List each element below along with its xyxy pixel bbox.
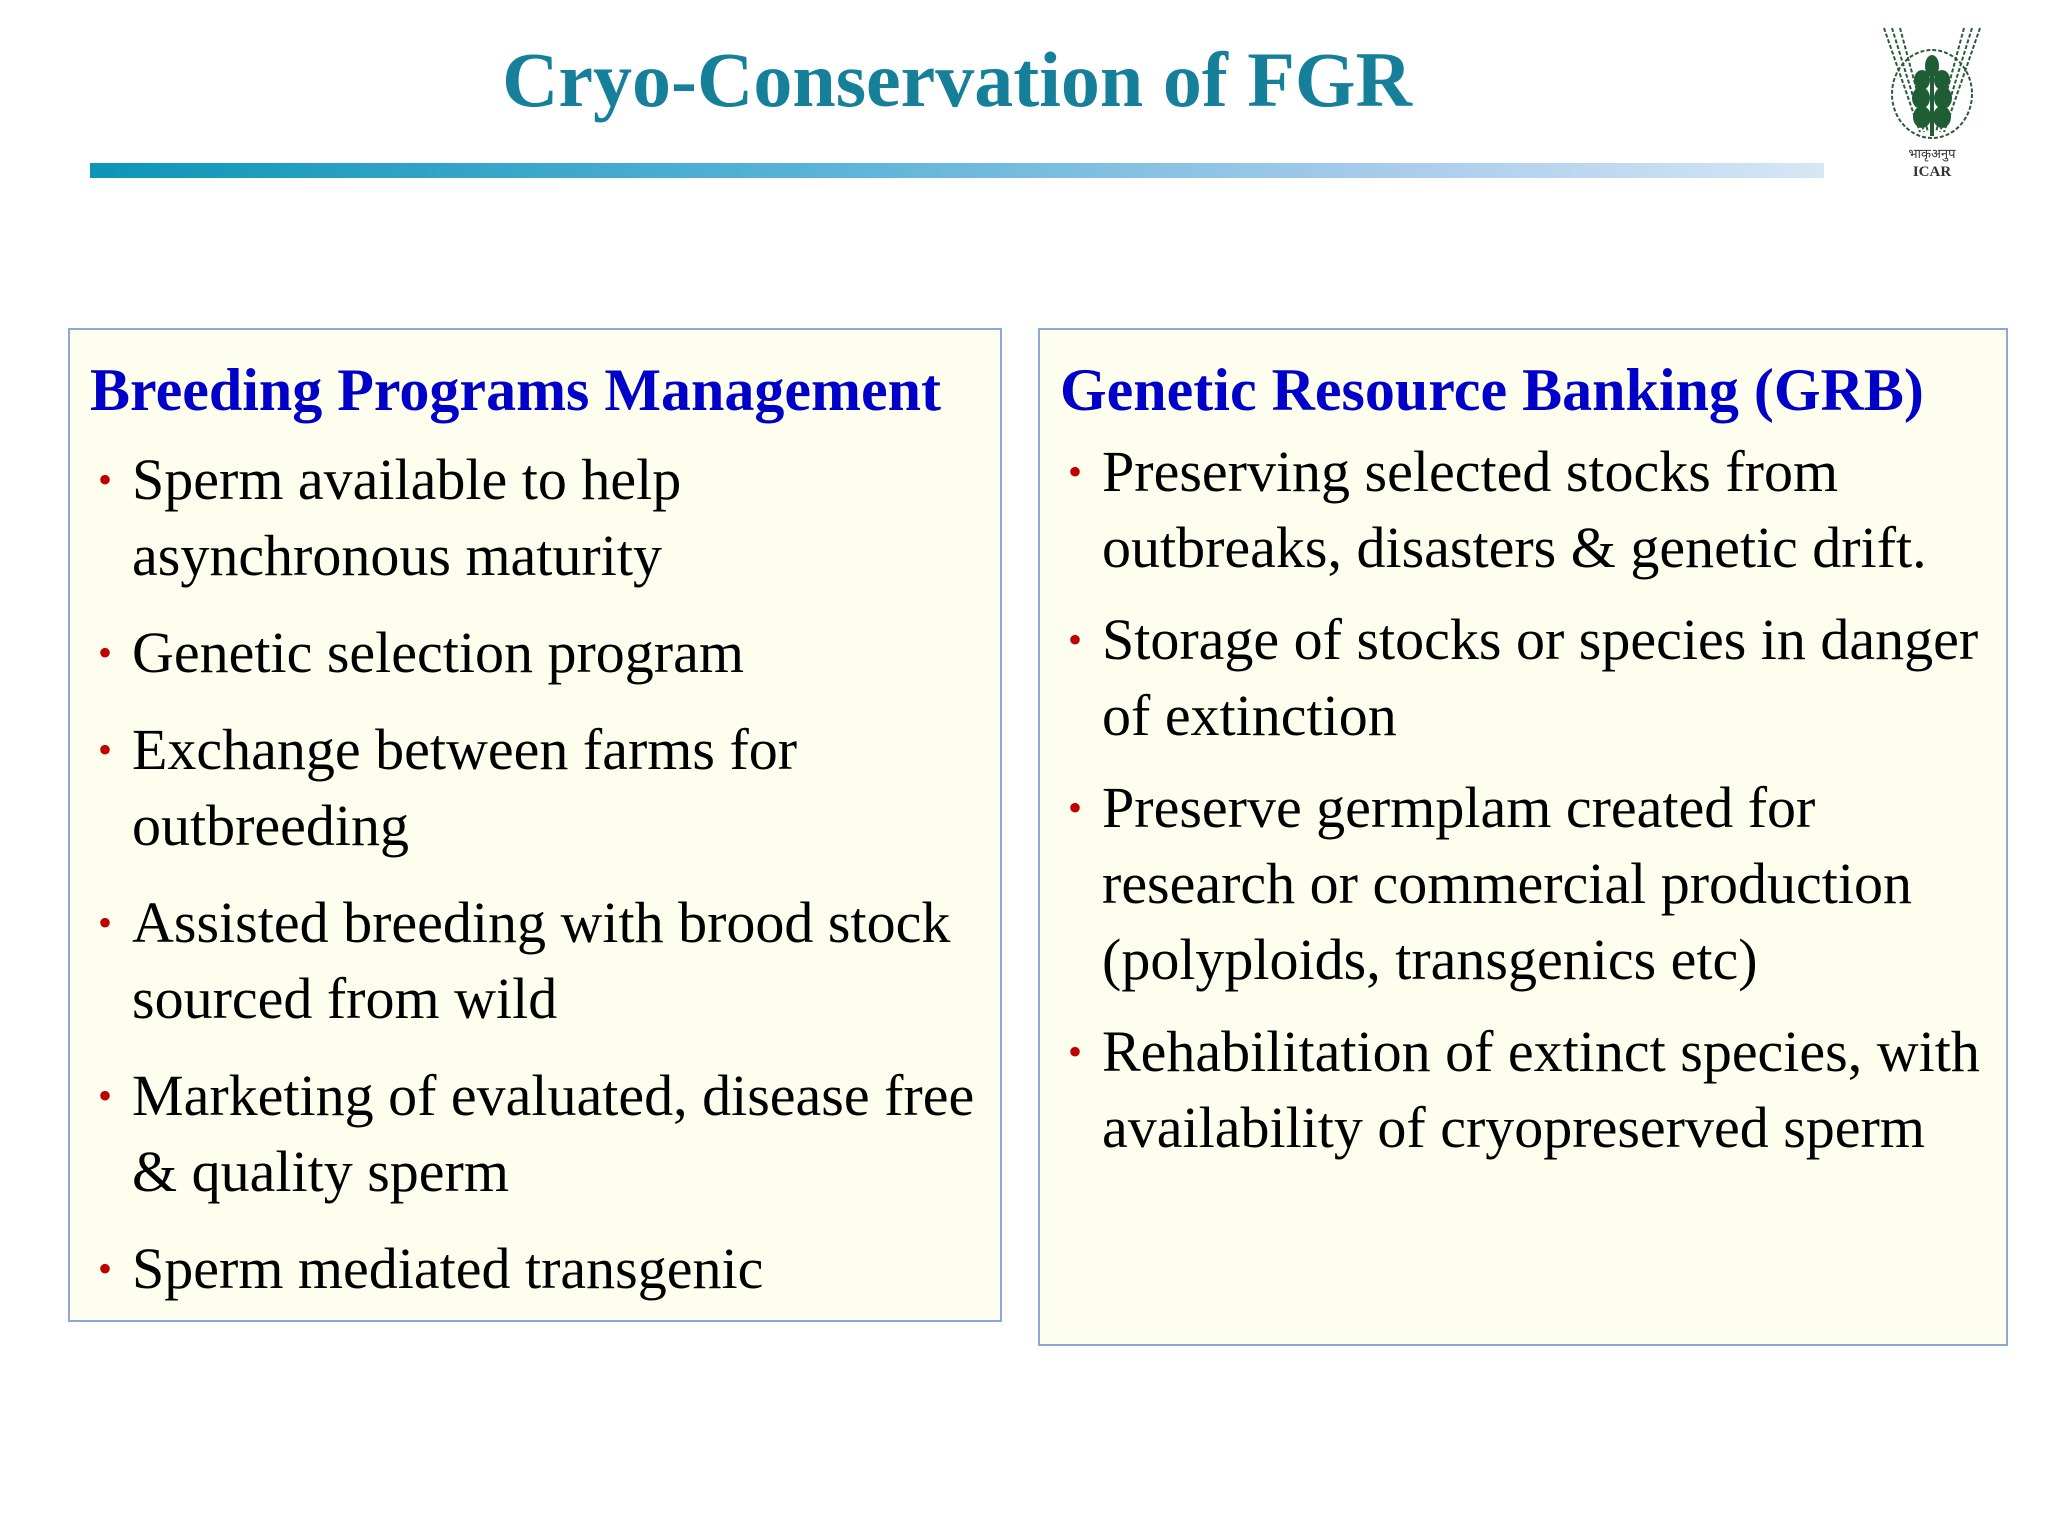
- bullet-icon: •: [98, 900, 113, 945]
- icar-logo: [1872, 22, 1992, 182]
- list-item-text: Storage of stocks or species in danger of extinction: [1102, 607, 1979, 748]
- bullet-icon: •: [1068, 449, 1083, 494]
- bullet-icon: •: [98, 457, 113, 502]
- list-item: [98, 1231, 990, 1307]
- list-item: [98, 712, 990, 864]
- bullet-icon: •: [1068, 1029, 1083, 1074]
- bullet-icon: •: [98, 1073, 113, 1118]
- list-item-text: Preserving selected stocks from outbreaks, disasters & genetic drift.: [1102, 439, 1927, 580]
- list-item: [98, 885, 990, 1037]
- bullet-icon: •: [1068, 617, 1083, 662]
- list-item: [1068, 434, 2000, 586]
- list-item-text: Rehabilitation of extinct species, with availability of cryopreserved sperm: [1102, 1019, 1980, 1160]
- list-item: [1068, 1014, 2000, 1166]
- bullet-icon: •: [98, 630, 113, 675]
- box-heading: Genetic Resource Banking (GRB): [1060, 357, 1924, 423]
- title-underline: [90, 163, 1824, 178]
- bullet-icon: •: [98, 1246, 113, 1291]
- list-item-text: Sperm mediated transgenic: [132, 1236, 764, 1301]
- list-item: [1068, 770, 2000, 998]
- list-item: [98, 1058, 990, 1210]
- bullet-icon: •: [98, 727, 113, 772]
- logo-hindi-text: भाकृअनुप: [1908, 147, 1956, 162]
- list-item: [98, 442, 990, 594]
- wheat-icon: [1872, 22, 1992, 182]
- list-item: [1068, 602, 2000, 754]
- bullet-list: [98, 442, 990, 1328]
- list-item-text: Assisted breeding with brood stock sourced from wild: [132, 890, 951, 1031]
- list-item-text: Exchange between farms for outbreeding: [132, 717, 798, 858]
- list-item-text: Marketing of evaluated, disease free & quality sperm: [132, 1063, 975, 1204]
- list-item-text: Sperm available to help asynchronous maturity: [132, 447, 682, 588]
- bullet-list: [1068, 434, 2000, 1182]
- logo-text: ICAR: [1912, 164, 1952, 180]
- bullet-icon: •: [1068, 785, 1083, 830]
- list-item-text: Preserve germplam created for research or commercial production (polyploids, transgenics etc): [1102, 775, 1913, 992]
- list-item: [98, 615, 990, 691]
- breeding-programs-box: [68, 328, 1002, 1322]
- box-heading: Breeding Programs Management: [90, 357, 941, 423]
- list-item-text: Genetic selection program: [132, 620, 744, 685]
- slide-title: Cryo-Conservation of FGR: [502, 36, 1412, 123]
- genetic-resource-banking-box: [1038, 328, 2008, 1346]
